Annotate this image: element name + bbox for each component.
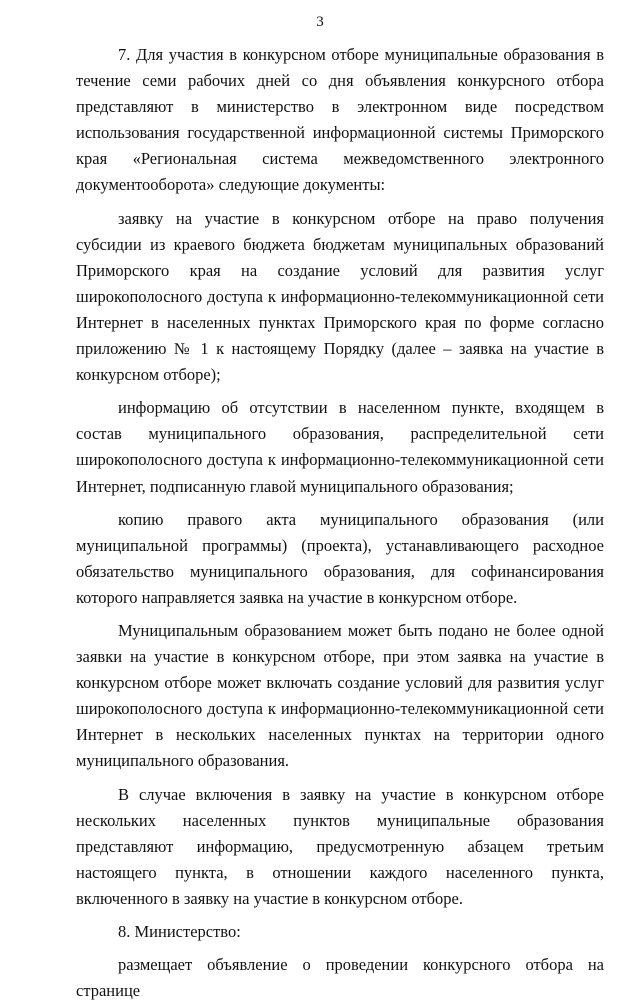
page-number: 3 [316,14,324,30]
paragraph-application: заявку на участие в конкурсном отборе на право получения субсидии из краевого бюджета бюджетам муниципальных образований Приморского края на создание условий для развития услуг широкополосного доступа к информационно-телекоммуникационной сети Интернет в населенных пунктах Приморского края по форме согласно приложению № 1 к настоящему Порядку (далее – заявка на участие в конкурсном отборе); [76,208,604,385]
document-body [76,42,604,1004]
paragraph-announcement: размещает объявление о проведении конкурсного отбора на странице [76,955,604,1001]
paragraph-item-8: 8. Министерство: [118,922,241,941]
paragraph-network-info: информацию об отсутствии в населенном пункте, входящем в состав муниципального образования, распределительной сети широкополосного доступа к информационно-телекоммуникационной сети Интернет, подписанную главой муниципального образования; [76,398,604,496]
paragraph-multiple-settlements: В случае включения в заявку на участие в конкурсном отборе нескольких населенных пунктов муниципальные образования представляют информацию, предусмотренную абзацем третьим настоящего пункта, в отношении каждого населенного пункта, включенного в заявку на участие в конкурсном отборе. [76,784,604,908]
paragraph-legal-act-copy: копию правого акта муниципального образования (или муниципальной программы) (проекта), устанавливающего расходное обязательство муниципального образования, для софинансирования которого направляется заявка на участие в конкурсном отборе. [76,509,604,607]
paragraph-single-application: Муниципальным образованием может быть подано не более одной заявки на участие в конкурсном отборе, при этом заявка на участие в конкурсном отборе может включать создание условий для развития услуг широкополосного доступа к информационно-телекоммуникационной сети Интернет в нескольких населенных пунктах на территории одного муниципального образования. [76,620,604,771]
paragraph-item-7: 7. Для участия в конкурсном отборе муниципальные образования в течение семи рабочих дней со дня объявления конкурсного отбора представляют в министерство в электронном виде посредством использования государственной информационной системы Приморского края «Региональная система межведомственного электронного документооборота» следующие документы: [76,45,604,195]
